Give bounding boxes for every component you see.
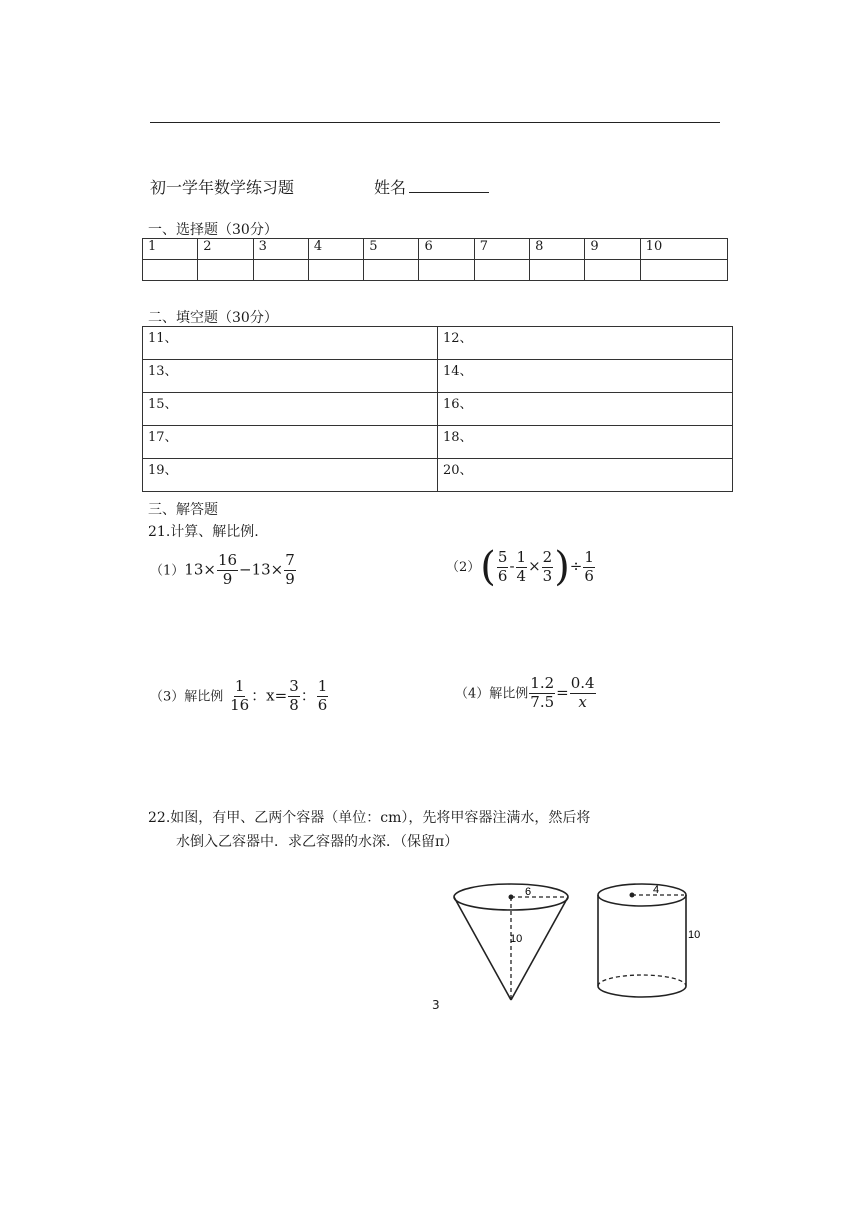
fill-cell[interactable]: 20、 <box>438 459 733 492</box>
fraction <box>284 553 296 588</box>
numerator: 2 <box>542 547 553 566</box>
expr-term: ：x= <box>251 686 288 705</box>
name-label: 姓名 <box>374 178 407 197</box>
numerator: 1 <box>317 677 328 695</box>
denominator: 6 <box>317 695 328 714</box>
numerator: 1 <box>584 547 594 566</box>
ratio-separator: ： <box>300 686 316 705</box>
q21-part2-label: （2） <box>446 560 481 575</box>
fraction <box>529 676 555 711</box>
q21-part3-label: （3）解比例 <box>150 689 224 705</box>
cylinder-container-diagram <box>592 876 702 1006</box>
fill-cell[interactable]: 19、 <box>143 459 438 492</box>
mc-answer-cell[interactable] <box>253 260 308 281</box>
cylinder-center-dot <box>630 893 635 898</box>
fill-cell[interactable]: 11、 <box>143 327 438 360</box>
right-paren-icon: ) <box>554 544 570 590</box>
q21-part4 <box>455 676 597 711</box>
mc-number-cell: 9 <box>585 239 640 260</box>
mc-number-cell: 10 <box>640 239 727 260</box>
mc-answer-cell[interactable] <box>530 260 585 281</box>
fraction <box>570 676 596 711</box>
numerator: 5 <box>497 547 508 566</box>
section2-heading: 二、填空题（30分） <box>148 310 278 326</box>
fraction <box>516 547 528 585</box>
fraction <box>497 547 509 585</box>
operator: ÷ <box>569 557 583 575</box>
denominator: 4 <box>516 566 527 585</box>
top-rule <box>150 122 720 123</box>
cone-radius-label: 6 <box>525 886 532 898</box>
fill-cell[interactable]: 14、 <box>438 360 733 393</box>
cone-height-label: 10 <box>510 933 523 945</box>
denominator: 8 <box>289 695 299 714</box>
cylinder-bottom-front <box>598 986 686 997</box>
mc-answer-cell[interactable] <box>419 260 474 281</box>
expr-term: 13× <box>184 560 216 579</box>
numerator: 1 <box>234 677 245 695</box>
fraction <box>229 679 250 714</box>
cone-center-dot <box>509 895 514 900</box>
equals-sign: = <box>556 683 569 702</box>
expr-term: −13× <box>239 560 284 579</box>
denominator: 6 <box>497 566 508 585</box>
denominator: 9 <box>285 569 295 588</box>
fill-cell[interactable]: 12、 <box>438 327 733 360</box>
fill-row <box>143 360 733 393</box>
mc-number-cell: 7 <box>474 239 529 260</box>
cylinder-height-label: 10 <box>688 929 701 941</box>
question-22-line1: 22.如图，有甲、乙两个容器（单位：cm），先将甲容器注满水，然后将 <box>148 810 591 826</box>
fraction <box>542 547 554 585</box>
section1-heading: 一、选择题（30分） <box>148 222 278 238</box>
mc-number-cell: 1 <box>143 239 198 260</box>
operator: × <box>528 557 541 575</box>
numerator: 16 <box>217 551 238 569</box>
mc-answer-row <box>143 260 728 281</box>
mc-number-cell: 2 <box>198 239 253 260</box>
fill-row <box>143 459 733 492</box>
question-22-line2: 水倒入乙容器中．求乙容器的水深．（保留π） <box>176 834 459 850</box>
fill-cell[interactable]: 18、 <box>438 426 733 459</box>
mc-answer-cell[interactable] <box>364 260 419 281</box>
q21-part2 <box>446 544 596 590</box>
fill-in-answer-table <box>142 326 733 492</box>
mc-answer-cell[interactable] <box>640 260 727 281</box>
question-21-title: 21.计算、解比例. <box>148 524 259 540</box>
mc-number-cell: 6 <box>419 239 474 260</box>
page-title: 初一学年数学练习题 <box>150 178 295 197</box>
mc-answer-cell[interactable] <box>308 260 363 281</box>
fill-row <box>143 426 733 459</box>
mc-answer-cell[interactable] <box>474 260 529 281</box>
q21-part1 <box>150 553 297 588</box>
denominator: 16 <box>230 695 250 714</box>
fill-cell[interactable]: 13、 <box>143 360 438 393</box>
numerator: 7 <box>285 551 295 569</box>
mc-answer-cell[interactable] <box>198 260 253 281</box>
q21-part3 <box>150 679 329 714</box>
cone-right-edge <box>511 897 568 1000</box>
q21-part1-label: （1） <box>150 563 185 579</box>
operator: - <box>509 557 515 575</box>
mc-number-row <box>143 239 728 260</box>
mc-number-cell: 4 <box>308 239 363 260</box>
page-number: 3 <box>432 998 440 1012</box>
mc-answer-cell[interactable] <box>585 260 640 281</box>
q21-part4-label: （4）解比例 <box>455 686 529 702</box>
fraction <box>317 679 329 714</box>
fraction <box>288 679 300 714</box>
multiple-choice-answer-table <box>142 238 728 281</box>
mc-number-cell: 5 <box>364 239 419 260</box>
fill-row <box>143 327 733 360</box>
name-blank-line[interactable] <box>409 192 489 193</box>
section3-heading: 三、解答题 <box>148 502 218 518</box>
fill-cell[interactable]: 15、 <box>143 393 438 426</box>
denominator: 7.5 <box>530 692 555 711</box>
numerator: 3 <box>289 677 299 695</box>
fraction <box>217 553 238 588</box>
mc-number-cell: 3 <box>253 239 308 260</box>
left-paren-icon: ( <box>480 544 496 590</box>
cone-container-diagram <box>448 876 578 1006</box>
numerator: 1 <box>516 547 527 566</box>
fraction <box>583 547 595 585</box>
fill-cell[interactable]: 17、 <box>143 426 438 459</box>
denominator: 9 <box>222 569 233 588</box>
cylinder-bottom-back <box>598 975 686 986</box>
denominator: x <box>578 692 587 711</box>
denominator: 3 <box>542 566 553 585</box>
numerator: 0.4 <box>570 674 595 692</box>
numerator: 1.2 <box>530 674 555 692</box>
fill-cell[interactable]: 16、 <box>438 393 733 426</box>
cylinder-radius-label: 4 <box>653 884 660 896</box>
mc-number-cell: 8 <box>530 239 585 260</box>
denominator: 6 <box>584 566 594 585</box>
mc-answer-cell[interactable] <box>143 260 198 281</box>
fill-row <box>143 393 733 426</box>
cone-left-edge <box>454 897 511 1000</box>
